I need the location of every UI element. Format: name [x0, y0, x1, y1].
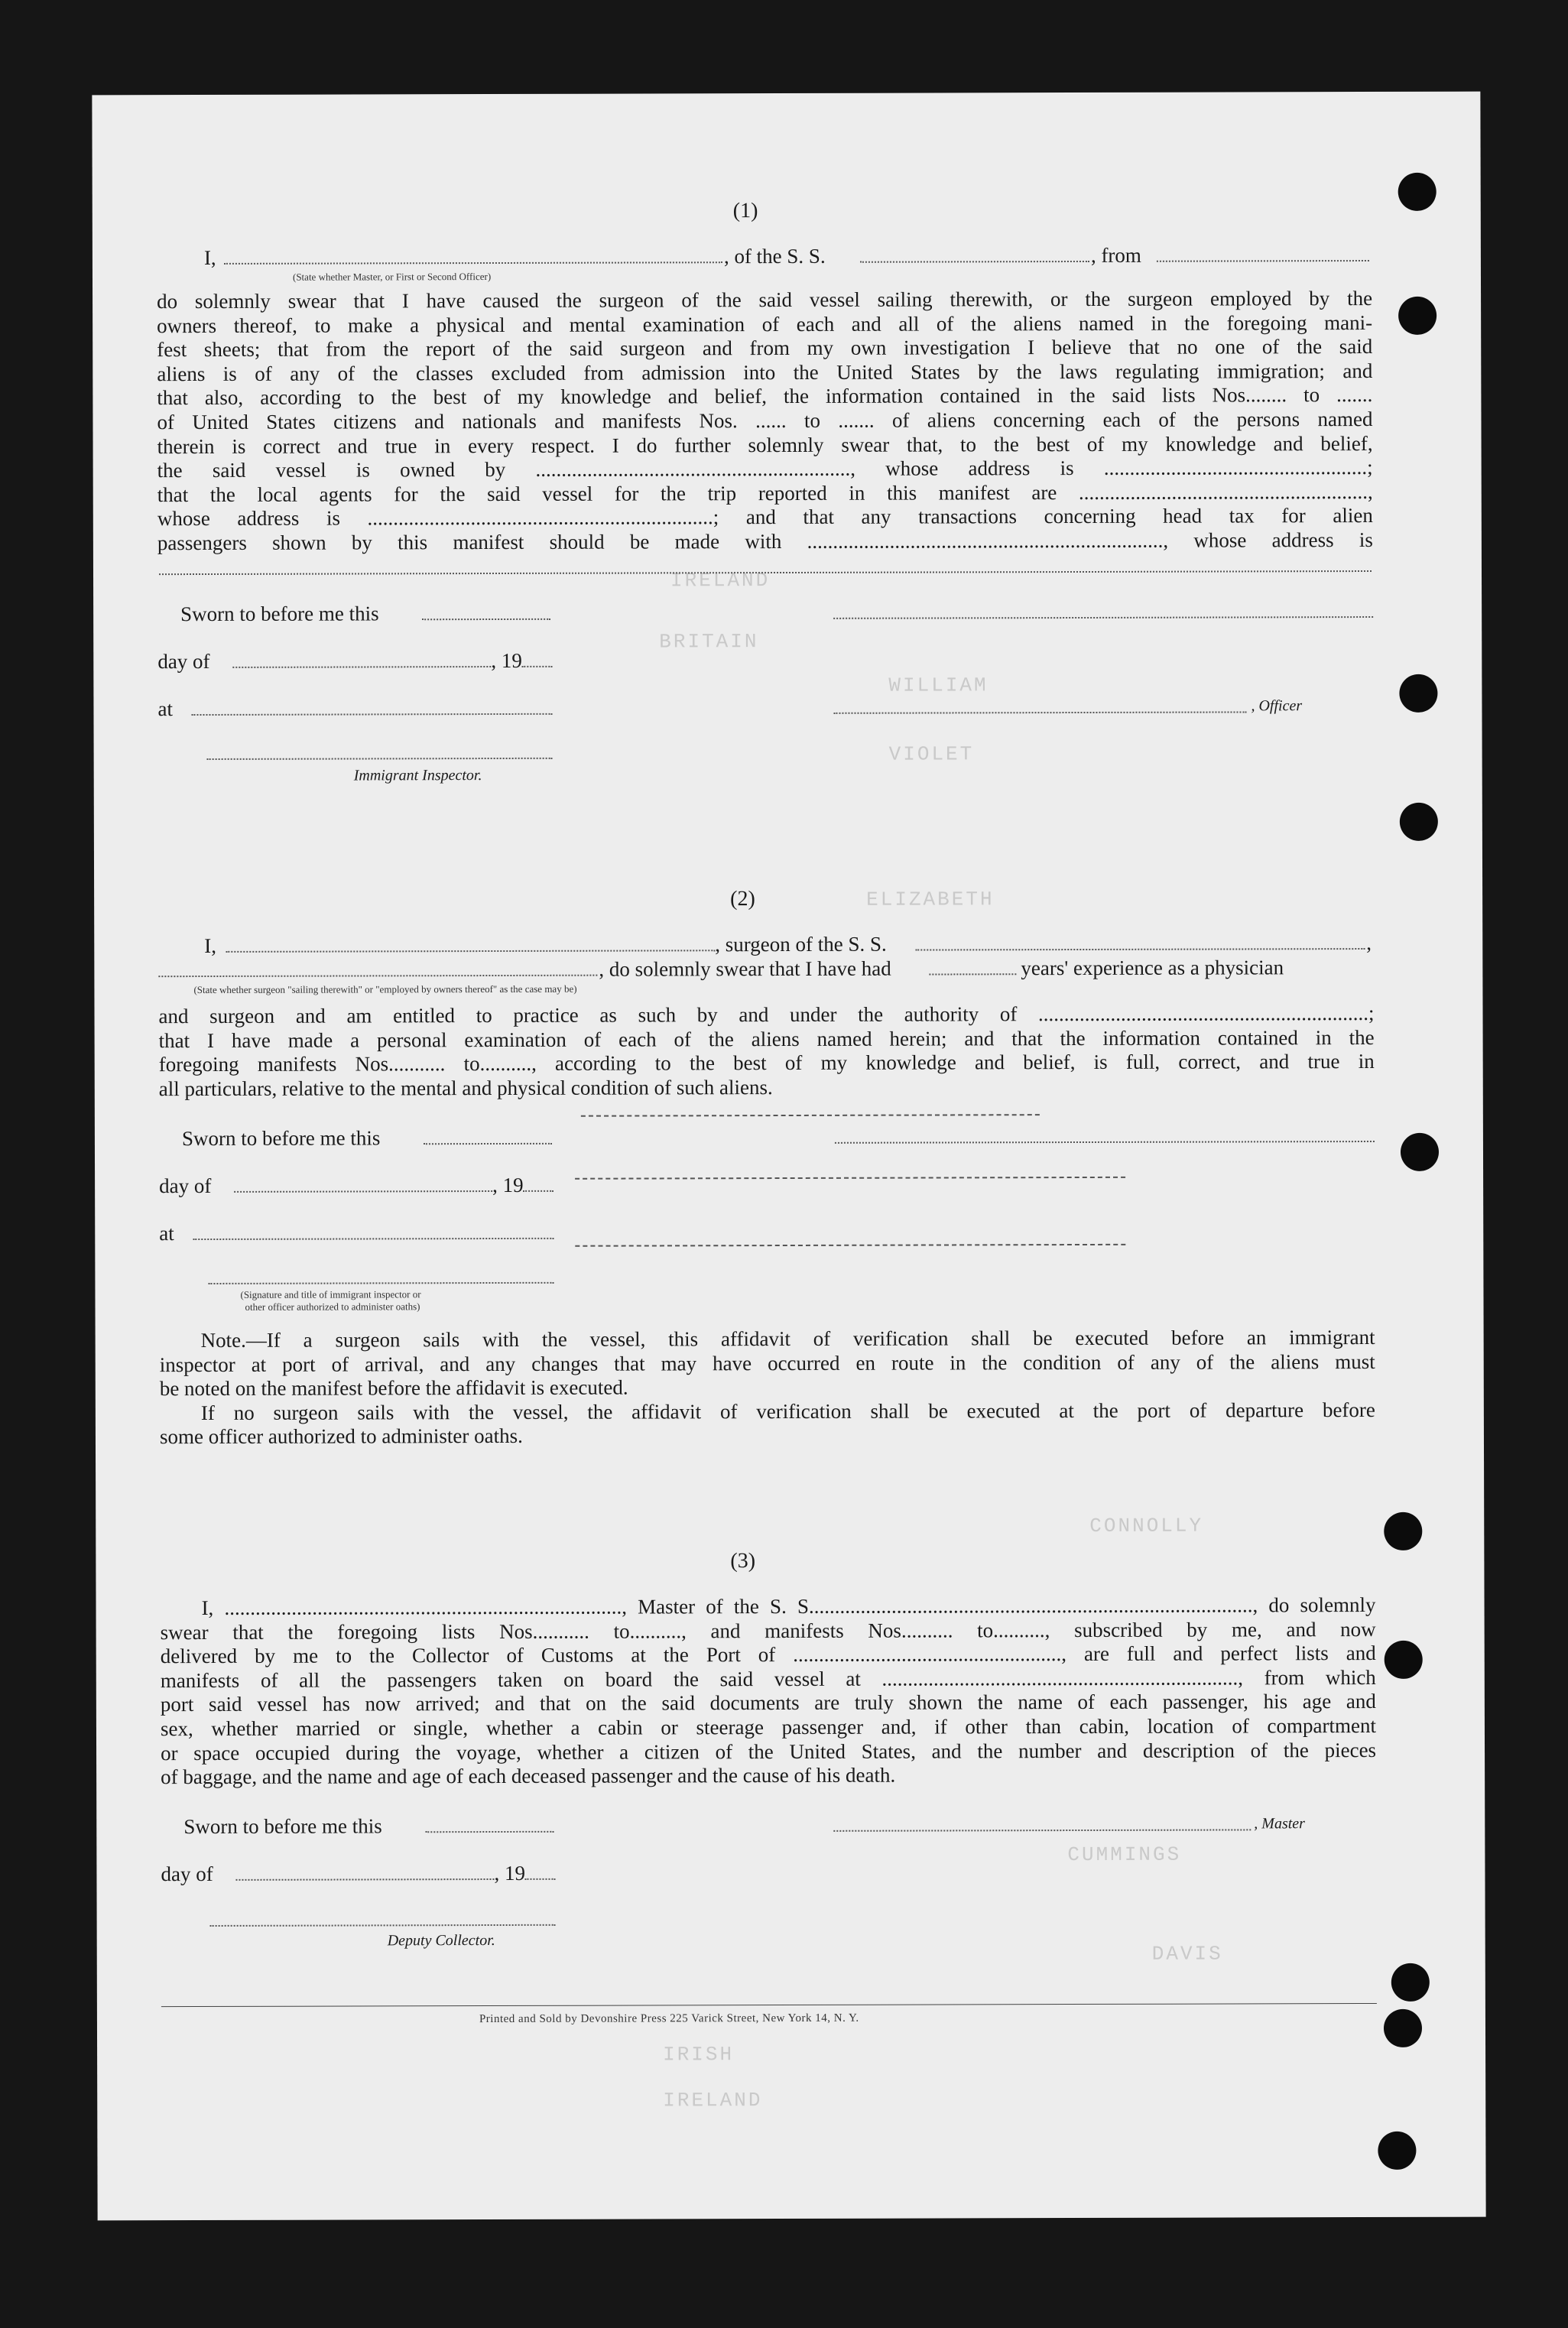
s2-title-blank — [158, 975, 597, 978]
s1-officer-label: , Officer — [1251, 697, 1303, 715]
s2-year-blank — [523, 1190, 554, 1192]
s1-sworn-label: Sworn to before me this — [180, 602, 379, 626]
s3-para-line: of baggage, and the name and age of each deceased passenger and the cause of his death. — [161, 1763, 896, 1789]
s2-sworn-blank — [424, 1143, 552, 1145]
s3-para-line: delivered by me to the Collector of Customs at the Port of ...................................................., are full and perfect lists and — [160, 1641, 1376, 1668]
punch-hole — [1385, 1641, 1423, 1679]
punch-hole — [1398, 297, 1437, 335]
s2-note-line: inspector at port of arrival, and any changes that may have occurred en route in the condition of any of the aliens must — [159, 1349, 1375, 1376]
s1-at-label: at — [157, 697, 174, 721]
s2-line1-end: , — [1366, 931, 1372, 955]
s3-para-line: port said vessel has now arrived; and that on the said documents are truly shown the name of each passenger, his age and — [160, 1690, 1376, 1716]
s2-paragraph — [158, 1002, 1374, 1102]
s1-day-blank — [232, 666, 491, 668]
s2-note-line: If no surgeon sails with the vessel, the affidavit of verification shall be executed at the port of departure before — [200, 1398, 1375, 1424]
punch-hole — [1399, 674, 1437, 713]
s3-day-label: day of — [161, 1862, 213, 1886]
s1-para-line: passengers shown by this manifest should be made with ....................................................................., whose address is — [157, 528, 1373, 555]
bleed-through-text: VIOLET — [888, 742, 975, 766]
s1-para-line: do solemnly swear that I have caused the surgeon of the said vessel sailing therewith, or the surgeon employed by the — [157, 286, 1373, 313]
s1-para-line: that the local agents for the said vessel for the trip reported in this manifest are ........................................................, — [157, 479, 1373, 506]
s1-inspector-blank — [207, 758, 553, 760]
s2-line2-end: years' experience as a physician — [1021, 956, 1284, 980]
s2-at-label: at — [159, 1222, 174, 1245]
document-page — [92, 92, 1485, 2221]
s2-sig-caption-1: (Signature and title of immigrant inspector or — [240, 1288, 421, 1300]
section-1-number: (1) — [732, 199, 758, 223]
s1-caption: (State whether Master, or First or Second Officer) — [292, 271, 492, 283]
bleed-through-text: CONNOLLY — [1089, 1514, 1204, 1537]
s2-note-line: some officer authorized to administer oaths. — [159, 1424, 523, 1449]
bleed-through-text: WILLIAM — [888, 674, 989, 697]
section-2-number: (2) — [730, 887, 755, 911]
s3-day-blank — [235, 1878, 494, 1881]
s3-paragraph — [161, 1593, 1377, 1790]
s2-day-label: day of — [159, 1174, 212, 1198]
s3-master-label: , Master — [1254, 1815, 1305, 1833]
s1-officer-signature-blank — [833, 616, 1373, 619]
s1-para-line: that also, according to the best of my knowledge and belief, the information contained in the said lists Nos........ to ....... — [157, 383, 1373, 410]
s3-para-line: manifests of all the passengers taken on board the said vessel at ....................................................................., from which — [160, 1665, 1376, 1692]
bleed-through-text: BRITAIN — [659, 630, 759, 654]
printer-imprint: Printed and Sold by Devonshire Press 225 Varick Street, New York 14, N. Y. — [479, 2011, 859, 2026]
s2-para-line: that I have made a personal examination of each of the aliens named herein; and that the information contained in the — [158, 1025, 1375, 1052]
bleed-through-text: IRELAND — [670, 569, 771, 593]
s2-vessel-blank — [915, 948, 1365, 951]
s1-para-line: owners thereof, to make a physical and mental examination of each and all of the aliens named in the foregoing mani- — [157, 310, 1373, 337]
s1-para-line: the said vessel is owned by ............................................................., whose address is ...................................................; — [157, 456, 1373, 482]
s2-note — [160, 1326, 1375, 1450]
s3-deputy-blank — [210, 1924, 556, 1927]
s2-sig-caption-2: other officer authorized to administer oaths) — [245, 1300, 420, 1313]
s2-dashed-rule — [575, 1244, 1125, 1247]
s1-name-blank — [224, 261, 722, 265]
bleed-through-text: DAVIS — [1151, 1942, 1223, 1966]
s3-year-blank — [524, 1878, 555, 1880]
s2-para-line: and surgeon and am entitled to practice as such by and under the authority of ................................................................; — [158, 1001, 1375, 1028]
s1-line1-mid: , of the S. S. — [723, 244, 826, 268]
s1-day-label: day of — [157, 649, 210, 674]
s2-line2-mid: , do solemnly swear that I have had — [599, 956, 891, 981]
s2-name-blank — [226, 950, 715, 953]
punch-hole — [1400, 803, 1438, 841]
s3-para-line: I, ............................................................................., Master of the S. S......................................................................................, do solemnly — [201, 1593, 1376, 1620]
s2-year-label: , 19 — [492, 1173, 524, 1197]
s1-para-line: of United States citizens and nationals and manifests Nos. ...... to ....... of aliens concerning each of the persons named — [157, 407, 1373, 434]
s2-day-blank — [234, 1190, 492, 1193]
s1-para-line: fest sheets; that from the report of the said surgeon and from my own investigation I believe that no one of the said — [157, 335, 1373, 362]
footer-rule — [161, 2003, 1377, 2007]
s1-inspector-label: Immigrant Inspector. — [353, 767, 482, 784]
punch-hole — [1401, 1133, 1439, 1171]
s3-year-label: , 19 — [494, 1861, 525, 1885]
s1-at-blank — [191, 713, 552, 716]
s3-deputy-label: Deputy Collector. — [387, 1932, 495, 1950]
s2-inspector-signature-blank — [835, 1141, 1375, 1144]
s3-master-signature-blank — [833, 1829, 1251, 1831]
s2-note-line: Note.—If a surgeon sails with the vessel, this affidavit of verification shall be executed before an immigrant — [200, 1325, 1375, 1352]
s2-line1-start: I, — [204, 933, 217, 958]
s2-para-line: foregoing manifests Nos........... to.........., according to the best of my knowledge and belief, is full, correct, and true in — [158, 1050, 1375, 1076]
s1-para-line: aliens is of any of the classes excluded from admission into the United States by the laws regulating immigration; and — [157, 359, 1373, 385]
s1-from-blank — [1157, 260, 1369, 262]
s2-caption: (State whether surgeon "sailing therewith" or "employed by owners thereof" as the case may be) — [193, 982, 577, 996]
s3-sworn-label: Sworn to before me this — [183, 1814, 382, 1839]
s2-signature-blank — [208, 1282, 554, 1284]
s1-sworn-blank — [422, 619, 550, 620]
s1-paragraph — [157, 287, 1373, 556]
s2-dashed-rule — [575, 1177, 1125, 1180]
s3-para-line: or space occupied during the voyage, whether a citizen of the United States, and the number and description of the pieces — [161, 1738, 1377, 1765]
s1-officer-blank — [833, 711, 1246, 713]
s1-para-line: whose address is ...................................................................; and that any transactions concerning head tax for alien — [157, 504, 1373, 531]
s1-line1-end: , from — [1090, 243, 1141, 267]
s2-at-blank — [193, 1238, 554, 1240]
s2-dashed-rule — [581, 1114, 1040, 1117]
s1-year-label: , 19 — [491, 648, 522, 673]
s3-para-line: sex, whether married or single, whether a cabin or steerage passenger and, if other than cabin, location of compartment — [160, 1713, 1376, 1741]
s2-note-line: be noted on the manifest before the affidavit is executed. — [159, 1375, 628, 1401]
s3-para-line: swear that the foregoing lists Nos........... to.........., and manifests Nos.......... to.........., subscribed by me, and now — [160, 1617, 1376, 1644]
bleed-through-text: CUMMINGS — [1067, 1843, 1182, 1867]
s1-vessel-blank — [860, 261, 1089, 263]
s1-year-blank — [521, 666, 552, 667]
s1-para-line: therein is correct and true in every respect. I do further solemnly swear that, to the best of my knowledge and belief, — [157, 431, 1373, 458]
bleed-through-text: ELIZABETH — [866, 888, 995, 911]
s1-line1-start: I, — [203, 245, 216, 269]
bleed-through-text: IRISH — [663, 2043, 735, 2067]
punch-hole — [1398, 173, 1437, 211]
s2-line1-mid: , surgeon of the S. S. — [715, 932, 887, 956]
s3-sworn-blank — [425, 1831, 554, 1833]
s2-sworn-label: Sworn to before me this — [181, 1126, 381, 1151]
punch-hole — [1384, 2009, 1422, 2047]
s2-years-blank — [929, 973, 1016, 975]
punch-hole — [1384, 1512, 1422, 1550]
section-3-number: (3) — [730, 1549, 756, 1573]
punch-hole — [1378, 2132, 1416, 2170]
s2-para-line: all particulars, relative to the mental and physical condition of such aliens. — [158, 1075, 773, 1100]
bleed-through-text: IRELAND — [663, 2089, 763, 2112]
punch-hole — [1391, 1963, 1430, 2002]
